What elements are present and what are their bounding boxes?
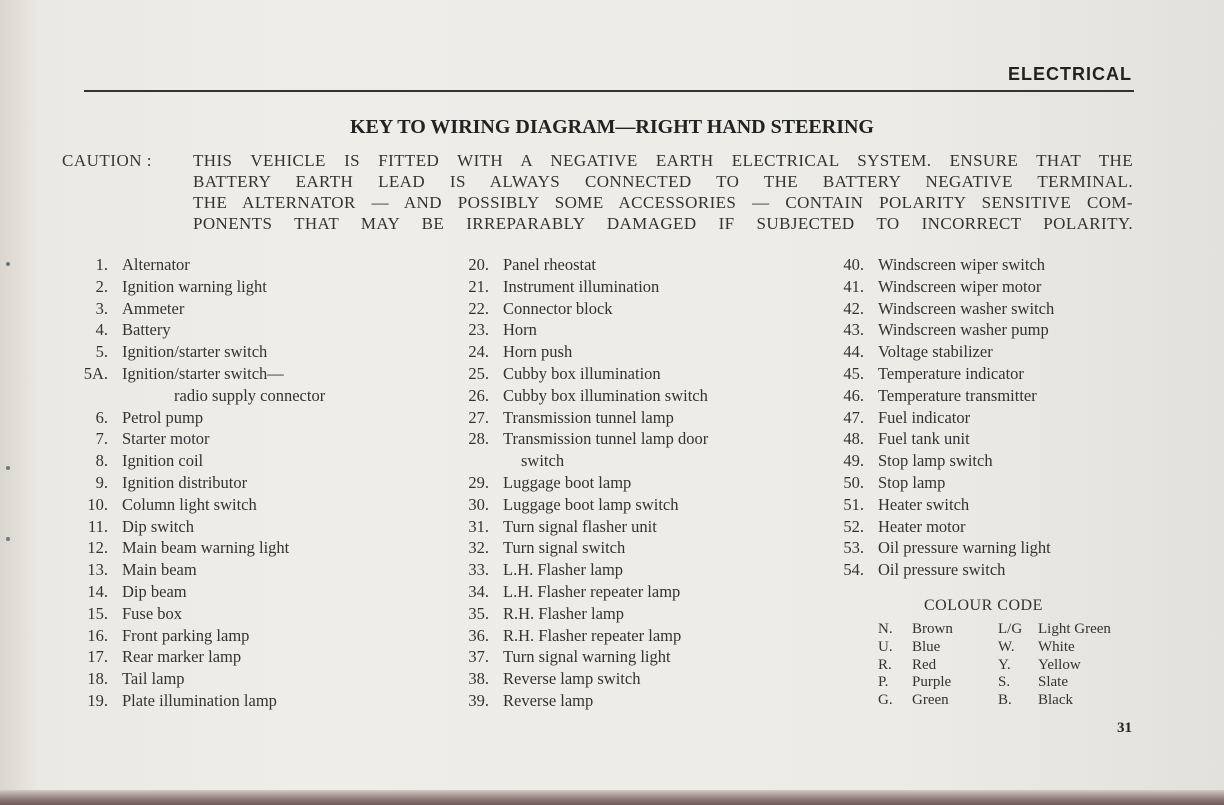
key-label: Ignition/starter switch— [122, 363, 284, 383]
key-label: Fuel indicator [878, 407, 971, 427]
key-number: 8. [95, 451, 108, 471]
key-label: Rear marker lamp [122, 647, 242, 667]
key-item [830, 450, 1160, 472]
key-number: 45. [843, 363, 864, 383]
key-label: Windscreen washer pump [878, 320, 1049, 340]
key-item [830, 276, 1160, 298]
key-item [76, 494, 436, 516]
key-item [76, 450, 436, 472]
key-label: Panel rheostat [503, 255, 597, 274]
key-number: 3. [95, 298, 108, 318]
colour-code: N. [878, 621, 893, 637]
key-item [830, 472, 1160, 494]
key-label: R.H. Flasher lamp [503, 603, 624, 623]
key-number: 17. [87, 647, 108, 667]
key-number: 24. [468, 342, 489, 362]
key-item [830, 385, 1160, 407]
key-item [830, 516, 1160, 538]
key-label: Windscreen wiper switch [878, 255, 1046, 274]
key-item [455, 537, 825, 559]
key-number: 47. [843, 407, 864, 427]
key-number: 54. [843, 560, 864, 580]
key-number: 35. [468, 603, 489, 623]
colour-name: White [1038, 638, 1075, 655]
key-label: Tail lamp [122, 669, 185, 689]
key-label: Column light switch [122, 494, 257, 514]
key-label: Horn push [503, 342, 573, 362]
key-number: 4. [95, 320, 108, 340]
key-item [76, 472, 436, 494]
key-number: 32. [468, 538, 489, 558]
key-item [76, 537, 436, 559]
key-item [830, 428, 1160, 450]
key-label: Turn signal warning light [503, 647, 671, 667]
key-item [76, 516, 436, 538]
key-item [76, 559, 436, 581]
key-number: 6. [95, 407, 108, 427]
key-number: 34. [468, 581, 489, 601]
key-number: 23. [468, 320, 489, 340]
key-item [455, 690, 825, 712]
key-label: Turn signal switch [503, 538, 626, 558]
key-label: Ammeter [122, 298, 185, 318]
caution-line: THE ALTERNATOR — AND POSSIBLY SOME ACCESSORIES — CONTAIN POLARITY SENSITIVE COM- [193, 193, 1133, 212]
key-number: 42. [843, 298, 864, 318]
colour-row [878, 657, 1138, 675]
caution-line: PONENTS THAT MAY BE IRREPARABLY DAMAGED IF SUBJECTED TO INCORRECT POLARITY. [193, 214, 1133, 233]
key-item [76, 690, 436, 712]
key-number: 40. [843, 255, 864, 274]
key-number: 2. [95, 276, 108, 296]
key-item [830, 319, 1160, 341]
key-label: Ignition warning light [122, 276, 267, 296]
key-label: Oil pressure warning light [878, 538, 1051, 558]
key-item [830, 298, 1160, 320]
key-label: Turn signal flasher unit [503, 516, 657, 536]
key-item [76, 298, 436, 320]
key-number: 41. [843, 276, 864, 296]
colour-row [878, 621, 1138, 639]
key-item [76, 407, 436, 429]
key-label: Battery [122, 320, 171, 340]
key-label: L.H. Flasher lamp [503, 560, 624, 580]
key-number: 13. [87, 560, 108, 580]
key-item [830, 494, 1160, 516]
colour-name: Light Green [1038, 621, 1111, 637]
key-label: Transmission tunnel lamp door [503, 429, 709, 449]
key-label: Cubby box illumination [503, 363, 661, 383]
key-label: Voltage stabilizer [878, 342, 993, 362]
key-number: 28. [468, 429, 489, 449]
key-number: 11. [87, 516, 108, 536]
key-label: Front parking lamp [122, 625, 250, 645]
colour-row [878, 674, 1138, 692]
key-label: Reverse lamp [503, 690, 594, 710]
key-number: 1. [95, 255, 108, 274]
colour-code-table [878, 621, 1138, 710]
key-label: Main beam [122, 560, 197, 580]
key-label: Transmission tunnel lamp [503, 407, 674, 427]
key-item [455, 494, 825, 516]
key-item [830, 341, 1160, 363]
key-number: 38. [468, 669, 489, 689]
key-number: 20. [468, 255, 489, 274]
colour-row [878, 639, 1138, 657]
key-label-continuation: radio supply connector [174, 385, 326, 405]
key-number: 19. [87, 690, 108, 710]
key-column-2 [455, 254, 825, 712]
key-label: Heater switch [878, 494, 970, 514]
colour-code: U. [878, 638, 893, 655]
key-number: 7. [95, 429, 108, 449]
key-item [76, 646, 436, 668]
colour-name: Brown [912, 621, 953, 637]
key-item [455, 428, 825, 450]
key-label: Heater motor [878, 516, 966, 536]
key-label: Plate illumination lamp [122, 690, 277, 710]
key-label: Luggage boot lamp [503, 472, 632, 492]
colour-code: B. [998, 692, 1012, 709]
key-item [455, 516, 825, 538]
key-item [76, 254, 436, 276]
colour-code: G. [878, 692, 893, 709]
key-number: 12. [87, 538, 108, 558]
key-number: 14. [87, 581, 108, 601]
colour-code: R. [878, 656, 892, 673]
key-label: Windscreen wiper motor [878, 276, 1042, 296]
key-column-3 [830, 254, 1160, 581]
key-label: Dip beam [122, 581, 187, 601]
key-number: 52. [843, 516, 864, 536]
key-number: 22. [468, 298, 489, 318]
key-label: Luggage boot lamp switch [503, 494, 679, 514]
colour-name: Black [1038, 692, 1073, 709]
key-item [76, 363, 436, 385]
key-item [455, 276, 825, 298]
caution-line: THIS VEHICLE IS FITTED WITH A NEGATIVE EARTH ELECTRICAL SYSTEM. ENSURE THAT THE [193, 151, 1133, 170]
page-edge [0, 790, 1224, 805]
key-number: 49. [843, 451, 864, 471]
key-number: 36. [468, 625, 489, 645]
key-column-1 [76, 254, 436, 712]
key-label: Dip switch [122, 516, 194, 536]
key-item [455, 407, 825, 429]
key-number: 9. [95, 472, 108, 492]
colour-code-title: COLOUR CODE [924, 597, 1043, 614]
colour-name: Purple [912, 674, 952, 691]
key-item [455, 319, 825, 341]
key-item [455, 472, 825, 494]
key-label: Ignition coil [122, 451, 204, 471]
colour-code: Y. [998, 656, 1011, 673]
key-label: Connector block [503, 298, 613, 318]
key-number: 51. [843, 494, 864, 514]
key-item [76, 276, 436, 298]
caution-label: CAUTION : [62, 151, 152, 170]
key-item [76, 341, 436, 363]
key-item [830, 407, 1160, 429]
page-number: 31 [1117, 720, 1132, 736]
colour-code: W. [998, 638, 1015, 655]
key-item [455, 559, 825, 581]
key-item [455, 603, 825, 625]
key-number: 46. [843, 385, 864, 405]
key-number: 33. [468, 560, 489, 580]
key-item [455, 341, 825, 363]
binding-mark [6, 537, 10, 541]
key-item [76, 428, 436, 450]
key-number: 29. [468, 472, 489, 492]
key-item [76, 319, 436, 341]
key-label: Ignition/starter switch [122, 342, 268, 362]
key-item [455, 363, 825, 385]
key-label: Reverse lamp switch [503, 669, 641, 689]
colour-code: L/G [998, 621, 1023, 637]
key-label: Petrol pump [122, 407, 204, 427]
key-number: 37. [468, 647, 489, 667]
key-label: Stop lamp switch [878, 451, 993, 471]
key-number: 21. [468, 276, 489, 296]
key-number: 43. [843, 320, 864, 340]
key-label: Horn [503, 320, 537, 340]
key-label: Starter motor [122, 429, 210, 449]
key-label: Ignition distributor [122, 472, 248, 492]
key-number: 48. [843, 429, 864, 449]
key-number: 44. [843, 342, 864, 362]
key-item [830, 254, 1160, 276]
key-number: 30. [468, 494, 489, 514]
key-label: Fuse box [122, 603, 183, 623]
key-item [830, 537, 1160, 559]
key-label-continuation: switch [521, 451, 565, 471]
colour-name: Red [912, 656, 937, 673]
caution-text [193, 150, 1133, 234]
key-label: Main beam warning light [122, 538, 290, 558]
heading-rule [84, 90, 1134, 92]
colour-code: P. [878, 674, 889, 691]
key-label: Oil pressure switch [878, 560, 1006, 580]
key-item [455, 668, 825, 690]
key-number: 18. [87, 669, 108, 689]
colour-code: S. [998, 674, 1011, 691]
key-item [455, 254, 825, 276]
key-number: 5A. [83, 363, 108, 383]
key-item [830, 559, 1160, 581]
key-label: R.H. Flasher repeater lamp [503, 625, 682, 645]
key-label: Instrument illumination [503, 276, 660, 296]
key-item [455, 646, 825, 668]
key-number: 10. [87, 494, 108, 514]
section-heading: ELECTRICAL [1008, 64, 1132, 84]
key-number: 39. [468, 690, 489, 710]
key-number: 27. [468, 407, 489, 427]
key-label: Windscreen washer switch [878, 298, 1055, 318]
caution-line: BATTERY EARTH LEAD IS ALWAYS CONNECTED TO THE BATTERY NEGATIVE TERMINAL. [193, 172, 1133, 191]
key-item [76, 625, 436, 647]
key-label: L.H. Flasher repeater lamp [503, 581, 681, 601]
key-label: Alternator [122, 255, 190, 274]
key-number: 16. [87, 625, 108, 645]
key-item [76, 581, 436, 603]
key-item [76, 603, 436, 625]
key-item [455, 298, 825, 320]
key-label: Temperature transmitter [878, 385, 1037, 405]
key-label: Cubby box illumination switch [503, 385, 708, 405]
key-label: Fuel tank unit [878, 429, 970, 449]
key-number: 15. [87, 603, 108, 623]
key-item [455, 625, 825, 647]
binding-mark [6, 466, 10, 470]
key-number: 26. [468, 385, 489, 405]
page-title: KEY TO WIRING DIAGRAM—RIGHT HAND STEERING [350, 116, 874, 138]
key-label: Temperature indicator [878, 363, 1024, 383]
colour-name: Green [912, 692, 949, 709]
key-number: 5. [95, 342, 108, 362]
key-item [455, 385, 825, 407]
key-item [455, 581, 825, 603]
key-number: 53. [843, 538, 864, 558]
key-number: 50. [843, 472, 864, 492]
key-label: Stop lamp [878, 472, 946, 492]
binding-mark [6, 262, 10, 266]
key-item [76, 668, 436, 690]
colour-name: Blue [912, 638, 941, 655]
colour-name: Yellow [1038, 656, 1081, 673]
key-number: 25. [468, 363, 489, 383]
key-item [830, 363, 1160, 385]
colour-row [878, 692, 1138, 710]
key-number: 31. [468, 516, 489, 536]
colour-name: Slate [1038, 674, 1068, 691]
